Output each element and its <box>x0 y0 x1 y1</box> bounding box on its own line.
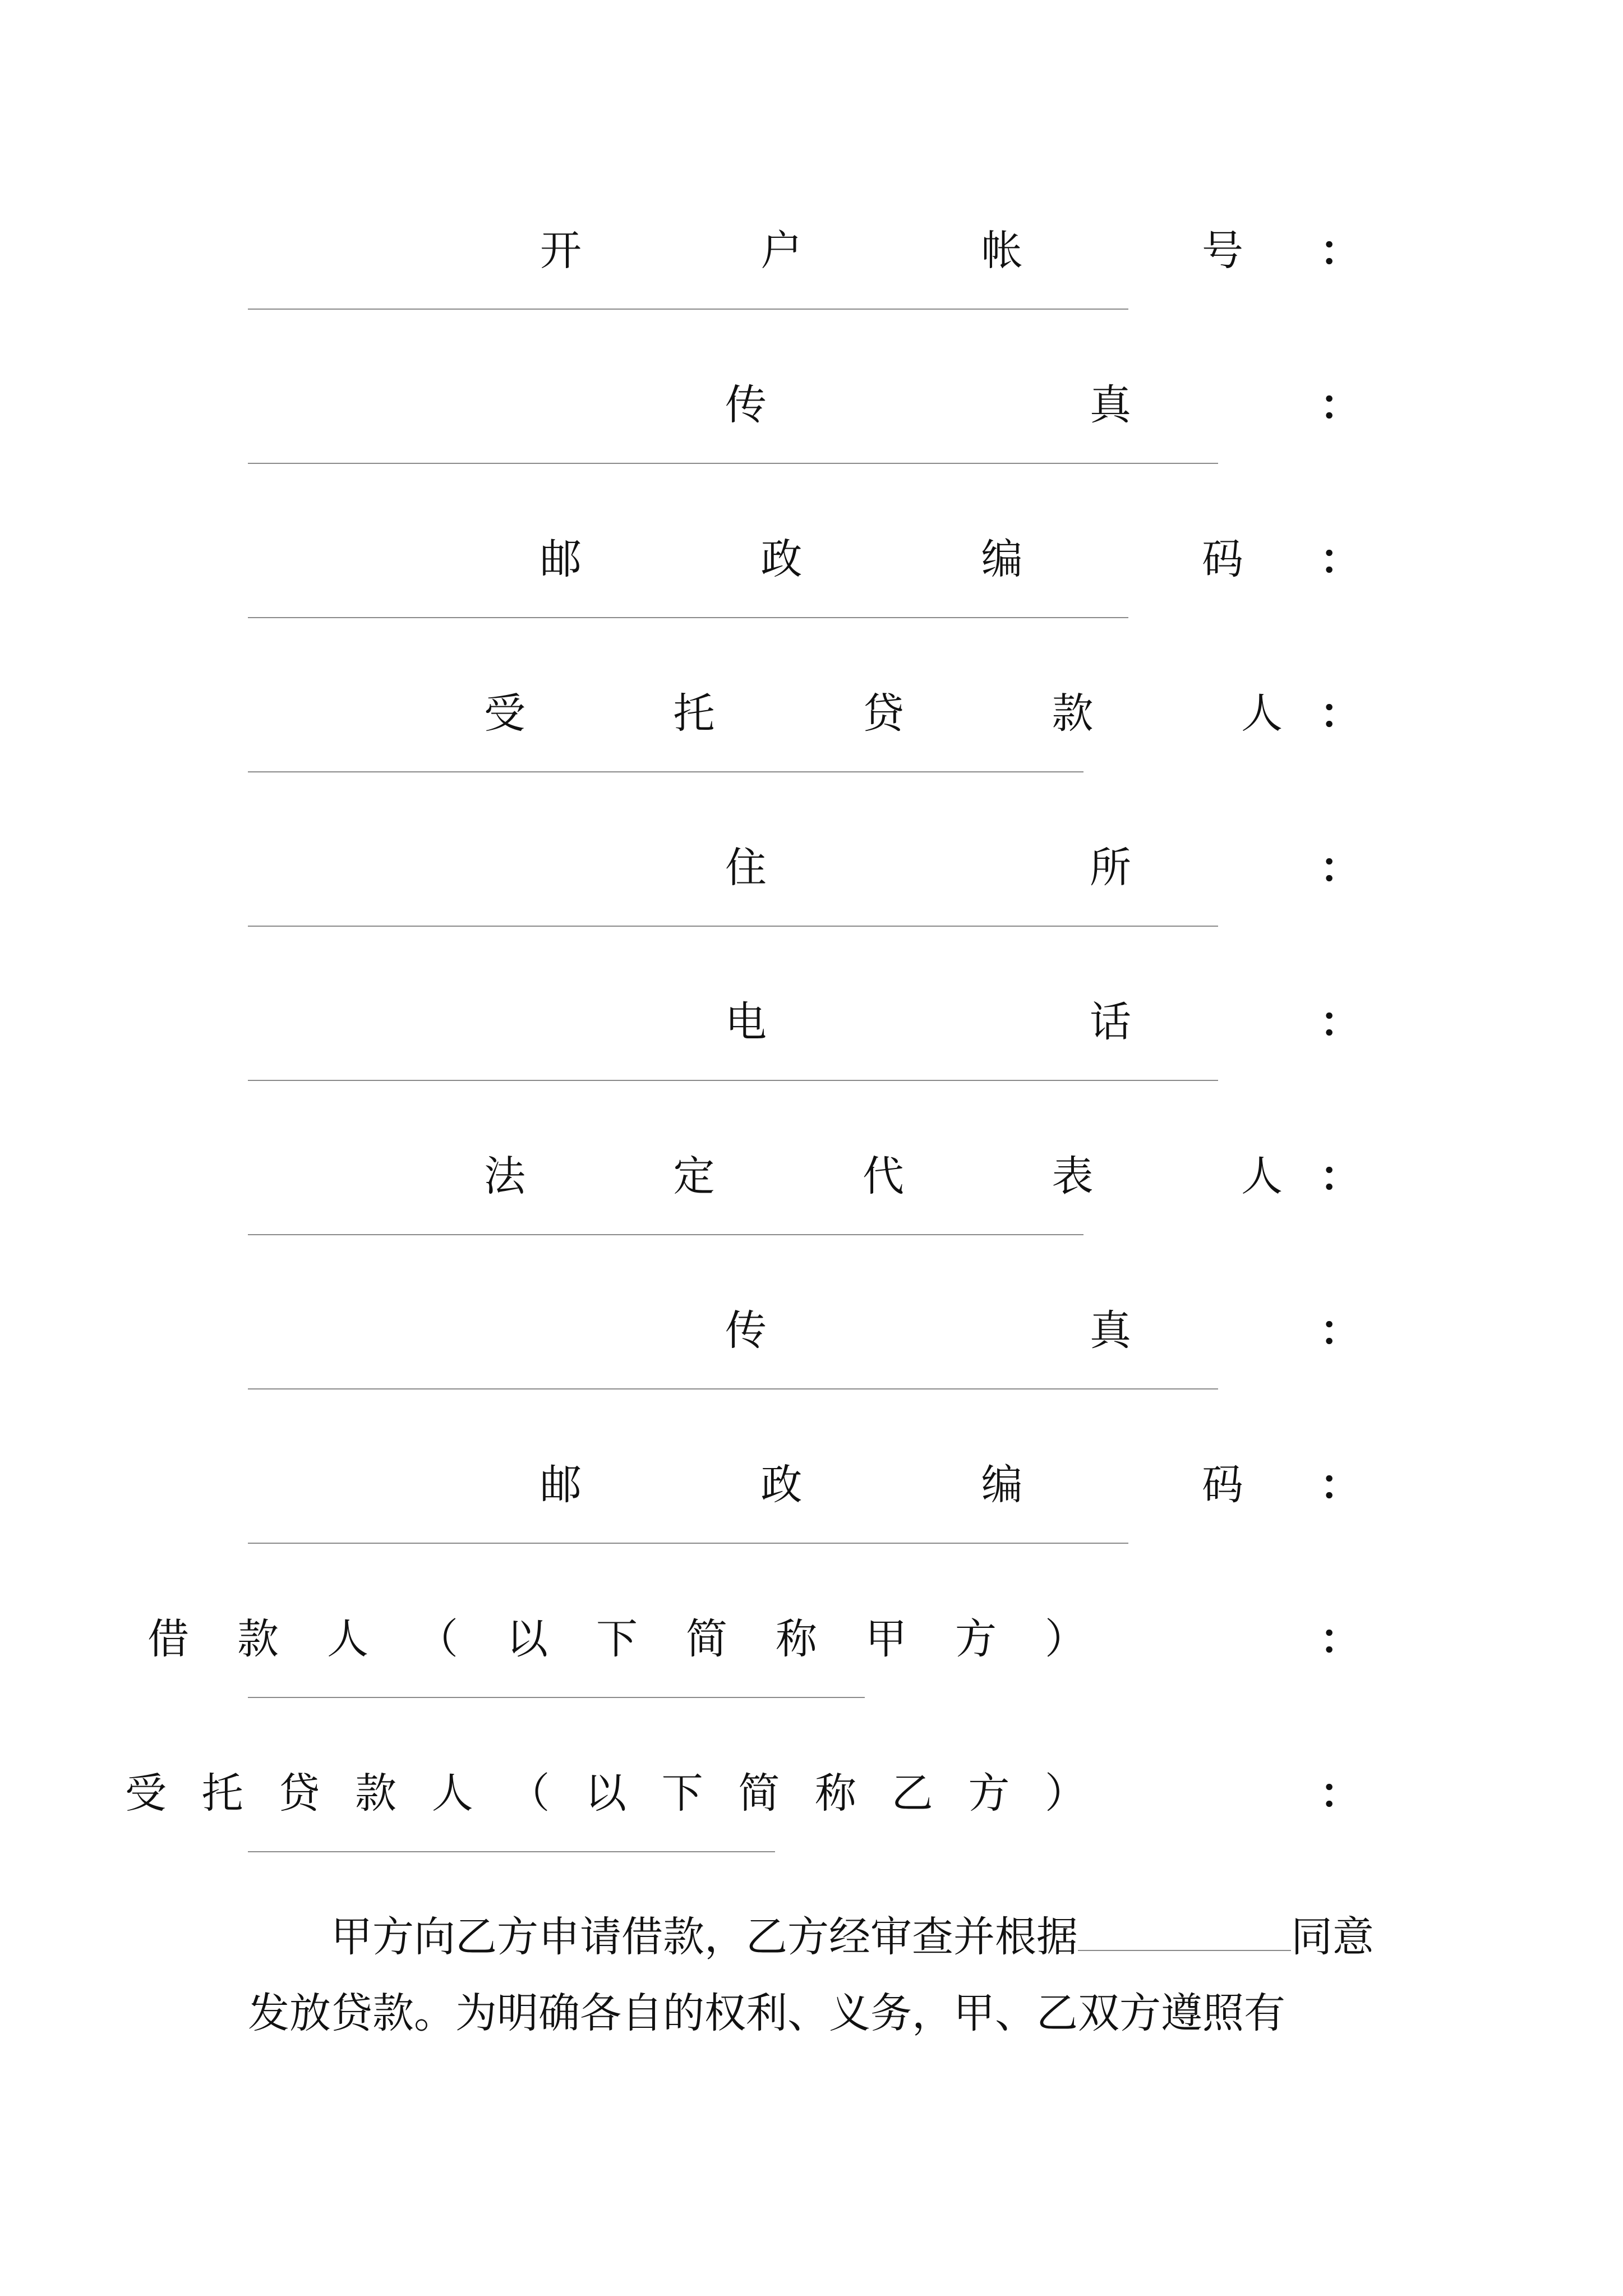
field-label-char: 电 <box>725 998 767 1046</box>
field-row <box>248 214 1367 369</box>
field-label-char: 以 <box>585 1769 626 1818</box>
field-label-char: 传 <box>725 1306 767 1355</box>
field-label-char: 简 <box>738 1769 780 1818</box>
field-label-char: 户 <box>760 227 803 275</box>
field-label <box>248 523 1367 596</box>
field-colon: ： <box>1320 1461 1361 1509</box>
field-row <box>125 1757 1367 1911</box>
field-row <box>248 523 1367 677</box>
field-label-char: 政 <box>760 1461 803 1509</box>
field-label-char: 编 <box>981 535 1023 583</box>
field-fill-line[interactable] <box>248 1080 1218 1081</box>
agreement-paragraph <box>248 1899 1392 2051</box>
field-label-char: 码 <box>1202 535 1243 583</box>
field-label-char: 真 <box>1090 1306 1131 1355</box>
field-label <box>248 986 1367 1059</box>
field-label-char: 贷 <box>863 689 904 738</box>
field-fill-line[interactable] <box>248 617 1128 618</box>
field-row <box>248 986 1367 1140</box>
field-label-char: 款 <box>355 1769 396 1818</box>
field-label-char: 定 <box>673 1152 715 1200</box>
field-label-char: 下 <box>661 1769 703 1818</box>
field-row <box>248 677 1367 831</box>
fill-in-blank[interactable] <box>1078 1916 1291 1951</box>
field-label-char: 以 <box>506 1615 548 1663</box>
field-label <box>248 831 1367 904</box>
field-label-char: 受 <box>125 1769 167 1818</box>
field-colon: ： <box>1320 998 1361 1046</box>
field-label-char: 托 <box>673 689 715 738</box>
field-fill-line[interactable] <box>248 1851 775 1852</box>
field-label-char: 邮 <box>540 1461 582 1509</box>
field-label-char: 真 <box>1090 381 1131 429</box>
field-row <box>248 1140 1367 1294</box>
field-colon: ： <box>1320 1152 1361 1200</box>
field-colon: ： <box>1320 689 1361 738</box>
field-fill-line[interactable] <box>248 1543 1128 1544</box>
field-label-char: 帐 <box>981 227 1023 275</box>
field-label <box>248 1140 1367 1213</box>
field-label-char: 编 <box>981 1461 1023 1509</box>
field-label-char: 称 <box>815 1769 856 1818</box>
field-row <box>248 1294 1367 1448</box>
field-row <box>248 831 1367 986</box>
field-label-char: 甲 <box>865 1615 907 1663</box>
field-label-char: 下 <box>596 1615 638 1663</box>
field-label-char: 简 <box>686 1615 727 1663</box>
field-fill-line[interactable] <box>248 1388 1218 1389</box>
field-row <box>248 1448 1367 1603</box>
field-colon: ： <box>1320 535 1361 583</box>
field-label-char: 开 <box>540 227 582 275</box>
field-label-char: 人 <box>327 1615 368 1663</box>
field-label-char: 住 <box>725 844 767 892</box>
field-label-char: 邮 <box>540 535 582 583</box>
field-fill-line[interactable] <box>248 771 1083 772</box>
field-label <box>125 1757 1367 1830</box>
field-label-char: 表 <box>1052 1152 1094 1200</box>
field-label <box>248 1294 1367 1367</box>
field-label-char: 人 <box>1241 1152 1283 1200</box>
field-label-char: 码 <box>1202 1461 1243 1509</box>
paragraph-text-1: 甲方向乙方申请借款，乙方经审查并根据 <box>331 1913 1078 1961</box>
field-label-char: 政 <box>760 535 803 583</box>
field-label <box>147 1603 1367 1676</box>
field-label-char: ） <box>1045 1615 1086 1663</box>
field-label-char: 受 <box>484 689 525 738</box>
field-label-char: 人 <box>431 1769 473 1818</box>
field-label-char: ） <box>1045 1769 1086 1818</box>
field-fill-line[interactable] <box>248 463 1218 464</box>
field-colon: ： <box>1320 1615 1361 1663</box>
field-label-char: 贷 <box>278 1769 320 1818</box>
field-label-char: 乙 <box>891 1769 933 1818</box>
field-colon: ： <box>1320 1306 1361 1355</box>
field-label-char: 款 <box>237 1615 279 1663</box>
field-label-char: 话 <box>1090 998 1131 1046</box>
field-colon: ： <box>1320 227 1361 275</box>
field-label-char: 方 <box>955 1615 997 1663</box>
field-fill-line[interactable] <box>248 309 1128 310</box>
field-label-char: 借 <box>147 1615 189 1663</box>
field-fill-line[interactable] <box>248 1234 1083 1235</box>
field-row <box>147 1603 1367 1757</box>
field-label-char: （ <box>508 1769 550 1818</box>
field-label-char: （ <box>417 1615 458 1663</box>
field-label <box>248 1448 1367 1521</box>
field-label-char: 人 <box>1241 689 1283 738</box>
field-label <box>248 677 1367 750</box>
field-label <box>248 369 1367 441</box>
field-fill-line[interactable] <box>248 926 1218 927</box>
field-colon: ： <box>1320 381 1361 429</box>
field-label-char: 所 <box>1090 844 1131 892</box>
field-label-char: 称 <box>776 1615 817 1663</box>
field-label <box>248 214 1367 287</box>
field-label-char: 款 <box>1052 689 1094 738</box>
paragraph-text-2: 同意发放贷款。为明确各自的权利、义务，甲、乙双方遵照有 <box>248 1913 1374 2037</box>
field-label-char: 方 <box>968 1769 1010 1818</box>
field-label-char: 传 <box>725 381 767 429</box>
field-label-char: 托 <box>201 1769 243 1818</box>
field-label-char: 号 <box>1202 227 1243 275</box>
field-colon: ： <box>1320 1769 1361 1818</box>
field-colon: ： <box>1320 844 1361 892</box>
field-fill-line[interactable] <box>248 1697 865 1698</box>
field-label-char: 代 <box>863 1152 904 1200</box>
field-label-char: 法 <box>484 1152 525 1200</box>
field-row <box>248 369 1367 523</box>
